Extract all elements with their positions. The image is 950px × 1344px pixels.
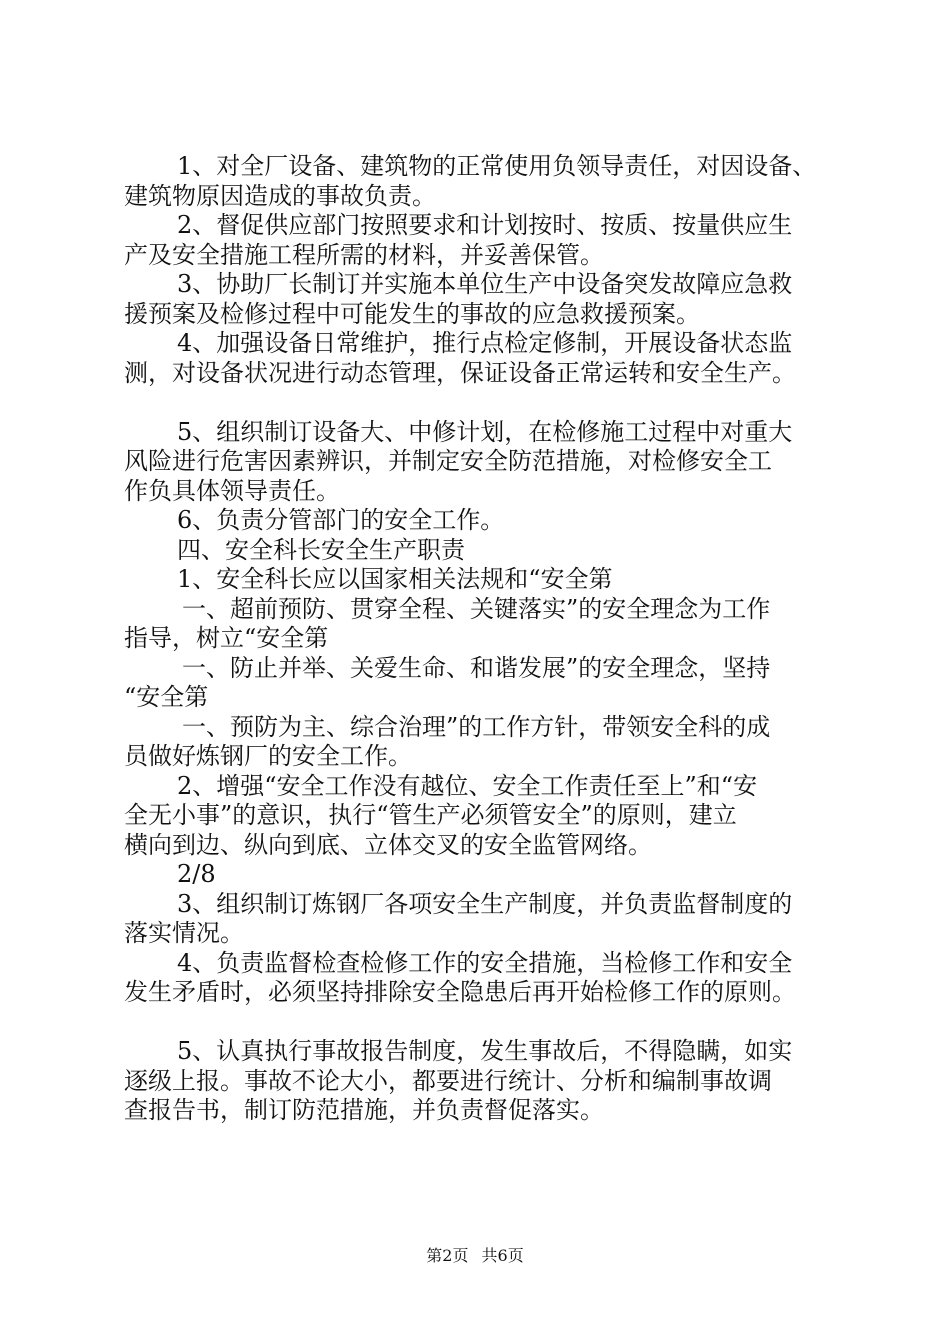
text-line: 风险进行危害因素辨识，并制定安全防范措施，对检修安全工 (124, 447, 772, 475)
page-total: 共6页 (481, 1246, 524, 1265)
text-line: 逐级上报。事故不论大小，都要进行统计、分析和编制事故调 (124, 1066, 772, 1095)
page-footer (0, 1246, 950, 1266)
paragraph-gap (124, 1008, 864, 1038)
text-line: 员做好炼钢厂的安全工作。 (124, 742, 412, 770)
text-line: 3、组织制订炼钢厂各项安全生产制度，并负责监督制度的 (177, 889, 793, 918)
inline-page-marker: 2/8 (177, 860, 216, 888)
text-line: 作负具体领导责任。 (124, 476, 340, 505)
paragraph-gap (124, 388, 864, 418)
document-body (124, 152, 864, 1126)
text-line: 指导，树立“安全第 (124, 624, 329, 652)
text-line: 援预案及检修过程中可能发生的事故的应急救援预案。 (124, 299, 700, 328)
text-line: 4、负责监督检查检修工作的安全措施，当检修工作和安全 (177, 948, 793, 977)
text-line: 5、组织制订设备大、中修计划，在检修施工过程中对重大 (177, 417, 793, 446)
text-line: 1、对全厂设备、建筑物的正常使用负领导责任，对因设备、 (177, 152, 817, 180)
text-line: 测，对设备状况进行动态管理，保证设备正常运转和安全生产。 (124, 358, 796, 387)
text-line: 1、安全科长应以国家相关法规和“安全第 (177, 565, 613, 593)
text-line: 横向到边、纵向到底、立体交叉的安全监管网络。 (124, 830, 652, 859)
text-line: 落实情况。 (124, 919, 244, 947)
text-line: 查报告书，制订防范措施，并负责督促落实。 (124, 1096, 604, 1124)
text-line: 2、增强“安全工作没有越位、安全工作责任至上”和“安 (177, 771, 758, 800)
text-line: 一、预防为主、综合治理”的工作方针，带领安全科的成 (182, 712, 771, 741)
section-heading: 四、安全科长安全生产职责 (177, 535, 465, 564)
text-line: 6、负责分管部门的安全工作。 (177, 506, 505, 534)
text-line: 3、协助厂长制订并实施本单位生产中设备突发故障应急救 (177, 270, 793, 298)
text-line: 5、认真执行事故报告制度，发生事故后，不得隐瞒，如实 (177, 1037, 793, 1065)
text-line: 一、超前预防、贯穿全程、关键落实”的安全理念为工作 (182, 594, 771, 623)
text-line: 一、防止并举、关爱生命、和谐发展”的安全理念，坚持 (182, 653, 771, 682)
text-line: “安全第 (124, 683, 209, 711)
text-line: 全无小事”的意识，执行“管生产必须管安全”的原则，建立 (124, 801, 737, 829)
page-number: 第2页 (426, 1246, 469, 1265)
text-line: 发生矛盾时，必须坚持排除安全隐患后再开始检修工作的原则。 (124, 978, 796, 1006)
text-line: 建筑物原因造成的事故负责。 (124, 181, 436, 210)
text-line: 产及安全措施工程所需的材料，并妥善保管。 (124, 240, 604, 269)
text-line: 2、督促供应部门按照要求和计划按时、按质、按量供应生 (177, 211, 793, 239)
text-line: 4、加强设备日常维护，推行点检定修制，开展设备状态监 (177, 329, 793, 357)
